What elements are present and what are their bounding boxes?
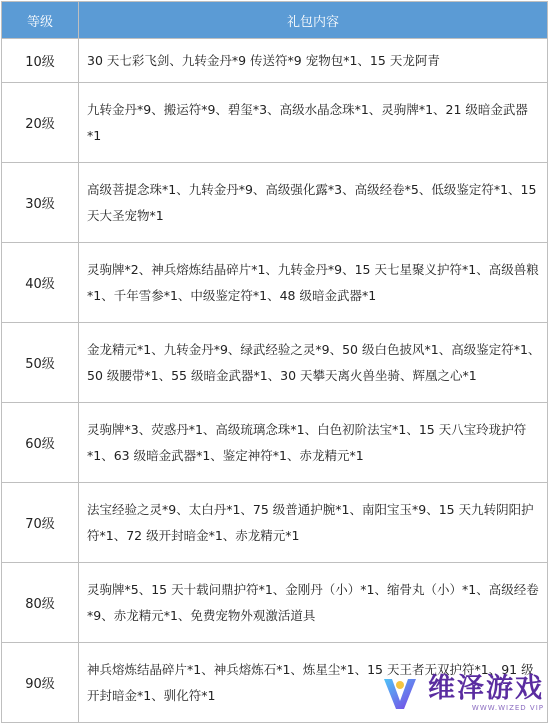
table-header-row (2, 2, 548, 39)
level-cell: 50级 (2, 323, 79, 403)
content-cell: 灵驹牌*2、神兵熔炼结晶碎片*1、九转金丹*9、15 天七星聚义护符*1、高级兽粮*1、千年雪参*1、中级鉴定符*1、48 级暗金武器*1 (79, 243, 548, 323)
table-row (2, 39, 548, 83)
gift-pack-table-container (1, 1, 547, 723)
watermark-title: 维泽游戏 (428, 672, 544, 704)
watermark-subtitle: WWW.WIZED VIP (471, 703, 544, 712)
table-row (2, 163, 548, 243)
level-cell: 60级 (2, 403, 79, 483)
content-cell: 九转金丹*9、搬运符*9、碧玺*3、高级水晶念珠*1、灵驹牌*1、21 级暗金武器*1 (79, 83, 548, 163)
table-row (2, 83, 548, 163)
table-row (2, 403, 548, 483)
level-cell: 90级 (2, 643, 79, 723)
content-cell: 灵驹牌*5、15 天十载问鼎护符*1、金刚丹（小）*1、缩骨丸（小）*1、高级经卷*9、赤龙精元*1、免费宠物外观激活道具 (79, 563, 548, 643)
table-row (2, 483, 548, 563)
header-content: 礼包内容 (79, 2, 548, 39)
level-cell: 70级 (2, 483, 79, 563)
wized-logo-icon (378, 671, 422, 715)
content-cell: 神兵熔炼结晶碎片*1、神兵熔炼石*1、炼星尘*1、15 天王者无双护符*1、91 级开封暗金*1、驯化符*1 (79, 643, 548, 723)
table-row (2, 323, 548, 403)
content-cell: 金龙精元*1、九转金丹*9、绿武经验之灵*9、50 级白色披风*1、高级鉴定符*1、50 级腰带*1、55 级暗金武器*1、30 天攀天离火兽坐骑、辉凰之心*1 (79, 323, 548, 403)
content-cell: 高级菩提念珠*1、九转金丹*9、高级强化露*3、高级经卷*5、低级鉴定符*1、15 天大圣宠物*1 (79, 163, 548, 243)
content-cell: 法宝经验之灵*9、太白丹*1、75 级普通护腕*1、南阳宝玉*9、15 天九转阴阳护符*1、72 级开封暗金*1、赤龙精元*1 (79, 483, 548, 563)
content-cell: 30 天七彩飞剑、九转金丹*9 传送符*9 宠物包*1、15 天龙阿青 (79, 39, 548, 83)
gift-pack-table (1, 1, 548, 723)
table-row (2, 243, 548, 323)
header-level: 等级 (2, 2, 79, 39)
level-cell: 40级 (2, 243, 79, 323)
table-row (2, 563, 548, 643)
level-cell: 30级 (2, 163, 79, 243)
level-cell: 20级 (2, 83, 79, 163)
site-watermark (378, 671, 544, 715)
level-cell: 10级 (2, 39, 79, 83)
content-cell: 灵驹牌*3、荧惑丹*1、高级琉璃念珠*1、白色初阶法宝*1、15 天八宝玲珑护符*1、63 级暗金武器*1、鉴定神符*1、赤龙精元*1 (79, 403, 548, 483)
level-cell: 80级 (2, 563, 79, 643)
